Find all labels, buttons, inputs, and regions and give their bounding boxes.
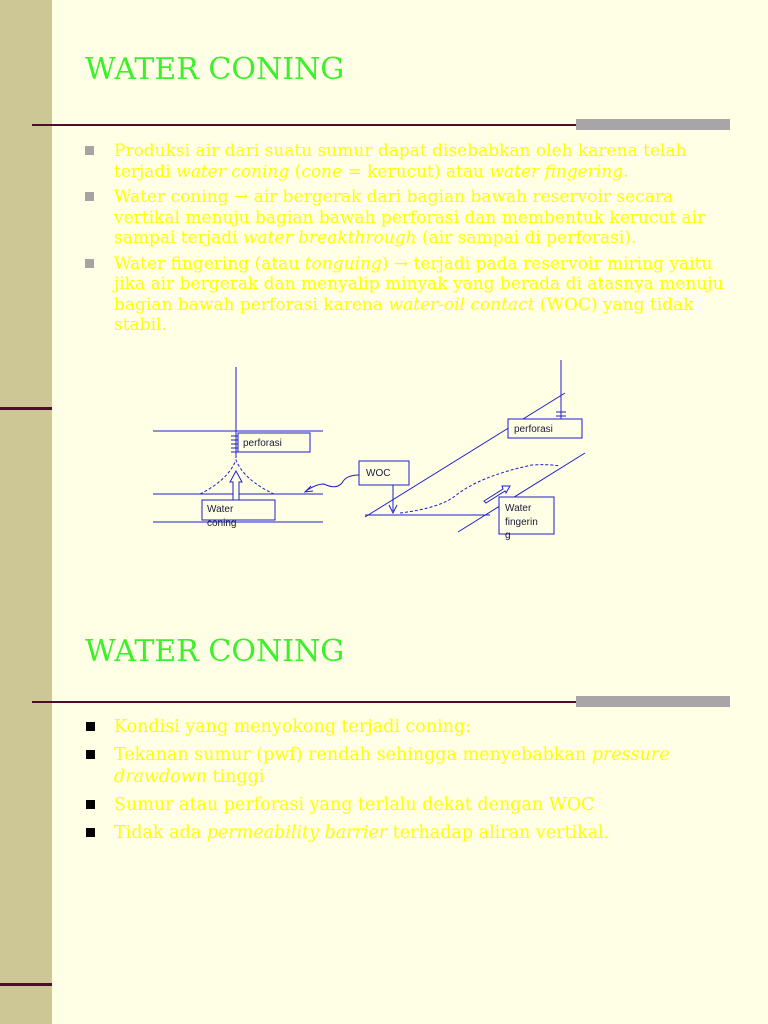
woc-pointer-left <box>306 475 359 491</box>
label-perforasi-left: perforasi <box>243 438 282 449</box>
bullet-item <box>84 141 724 182</box>
sidebar-accent-line <box>0 407 52 410</box>
slide-title: WATER CONING <box>85 52 345 87</box>
bullet-item <box>84 253 729 336</box>
label-water-fingering-1: Water <box>505 503 532 514</box>
title-rule-block <box>576 696 730 707</box>
title-rule-block <box>576 119 730 130</box>
label-water-fingering-3: g <box>505 530 511 541</box>
slide-2 <box>0 576 768 1024</box>
label-water-fingering-2: fingerin <box>505 517 538 528</box>
square-bullet-icon <box>86 800 95 809</box>
bullet-list <box>84 716 724 850</box>
bullet-text: Water coning → air bergerak dari bagian bawah reservoir secara vertikal menuju bagian bawah perforasi dan membentuk kerucut air sampai terjadi water breakthrough (air sampai di perforasi). <box>114 187 711 248</box>
bullet-item <box>84 187 724 249</box>
bullet-text: Water fingering (atau tonguing) → terjadi pada reservoir miring yaitu jika air bergerak dan menyalip minyak yang berada di atasnya menuju bagian bawah perforasi karena water-oil contact (WOC) yang tidak stabil. <box>114 253 729 335</box>
bullet-text: Sumur atau perforasi yang terlalu dekat dengan WOC <box>114 795 595 815</box>
square-bullet-icon <box>85 259 94 268</box>
slide-sidebar <box>0 576 52 1024</box>
upward-arrow-icon <box>230 471 242 503</box>
square-bullet-icon <box>86 750 95 759</box>
square-bullet-icon <box>85 146 94 155</box>
bullet-text: Tidak ada permeability barrier terhadap aliran vertikal. <box>114 823 610 843</box>
square-bullet-icon <box>86 828 95 837</box>
bullet-item <box>84 744 724 788</box>
bullet-text: Tekanan sumur (pwf) rendah sehingga menyebabkan pressure drawdown tinggi <box>114 745 676 787</box>
bullet-item <box>84 794 724 816</box>
label-water-coning-2: coning <box>207 518 237 529</box>
square-bullet-icon <box>86 722 95 731</box>
square-bullet-icon <box>85 192 94 201</box>
slide-sidebar <box>0 0 52 576</box>
slide-title: WATER CONING <box>85 634 345 669</box>
bullet-item <box>84 822 724 844</box>
label-woc: WOC <box>366 468 391 479</box>
bullet-text: Produksi air dari suatu sumur dapat disebabkan oleh karena telah terjadi water coning (cone = kerucut) atau water fingering. <box>114 141 692 182</box>
bullet-item <box>84 716 724 738</box>
coning-fingering-diagram <box>150 360 590 550</box>
bullet-text: Kondisi yang menyokong terjadi coning: <box>114 717 472 737</box>
sidebar-accent-line <box>0 983 52 986</box>
label-water-coning-1: Water <box>207 504 234 515</box>
bullet-list <box>84 141 729 341</box>
label-perforasi-right: perforasi <box>514 424 553 435</box>
